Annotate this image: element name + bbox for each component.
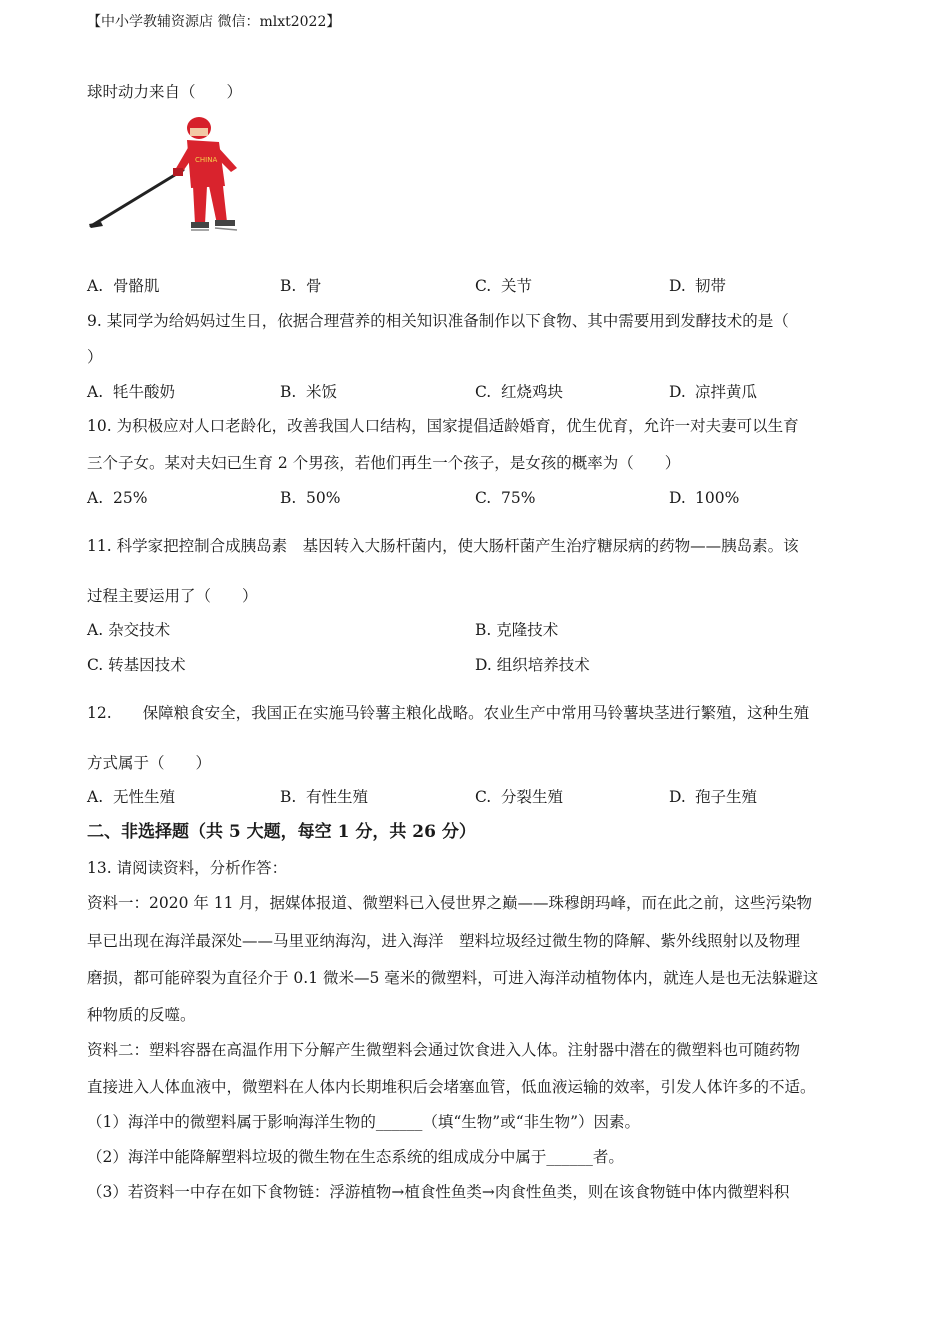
q11-stem-line1: 11. 科学家把控制合成胰岛素 基因转入大肠杆菌内，使大肠杆菌产生治疗糖尿病的药物——胰岛素。该 — [87, 537, 799, 555]
q10-option-a[interactable]: A. 25% — [87, 489, 148, 507]
q9-option-c[interactable]: C. 红烧鸡块 — [475, 383, 564, 401]
q13-material1-line4: 种物质的反噬。 — [87, 1006, 196, 1024]
q11-stem-line2: 过程主要运用了（ ） — [87, 587, 258, 605]
q12-stem-line1: 12. 保障粮食安全，我国正在实施马铃薯主粮化战略。农业生产中常用马铃薯块茎进行繁殖，这种生殖 — [87, 704, 810, 722]
q9-option-d[interactable]: D. 凉拌黄瓜 — [669, 383, 758, 401]
q11-option-d[interactable]: D. 组织培养技术 — [475, 656, 590, 674]
q9-option-a[interactable]: A. 牦牛酸奶 — [87, 383, 176, 401]
q11-option-a[interactable]: A. 杂交技术 — [87, 621, 171, 639]
q8-option-c[interactable]: C. 关节 — [475, 277, 533, 295]
hockey-player-illustration — [87, 112, 257, 240]
q10-stem-line1: 10. 为积极应对人口老龄化，改善我国人口结构，国家提倡适龄婚育，优生优育，允许一对夫妻可以生育 — [87, 417, 799, 435]
q13-intro: 13. 请阅读资料，分析作答： — [87, 859, 288, 877]
q8-stem-tail: 球时动力来自（ ） — [87, 83, 243, 101]
q13-subquestion-2: （2）海洋中能降解塑料垃圾的微生物在生态系统的组成成分中属于______者。 — [87, 1148, 624, 1166]
page-header: 【中小学教辅资源店 微信：mlxt2022】 — [87, 14, 341, 30]
svg-text:CHINA: CHINA — [195, 156, 218, 164]
q10-stem-line2: 三个子女。某对夫妇已生育 2 个男孩，若他们再生一个孩子，是女孩的概率为（ ） — [87, 454, 681, 472]
q11-option-b[interactable]: B. 克隆技术 — [475, 621, 559, 639]
q9-option-b[interactable]: B. 米饭 — [280, 383, 338, 401]
q12-option-c[interactable]: C. 分裂生殖 — [475, 788, 564, 806]
q13-subquestion-1: （1）海洋中的微塑料属于影响海洋生物的______（填“生物”或“非生物”）因素。 — [87, 1113, 641, 1131]
q12-option-a[interactable]: A. 无性生殖 — [87, 788, 176, 806]
section-heading: 二、非选择题（共 5 大题，每空 1 分，共 26 分） — [87, 822, 476, 842]
q13-material1-line1: 资料一：2020 年 11 月，据媒体报道、微塑料已入侵世界之巅——珠穆朗玛峰，而在此之前，这些污染物 — [87, 894, 812, 912]
q12-stem-line2: 方式属于（ ） — [87, 754, 212, 772]
q13-material1-line2: 早已出现在海洋最深处——马里亚纳海沟，进入海洋 塑料垃圾经过微生物的降解、紫外线照射以及物理 — [87, 932, 801, 950]
q9-stem-line2: ） — [87, 348, 103, 366]
q11-option-c[interactable]: C. 转基因技术 — [87, 656, 186, 674]
q10-option-d[interactable]: D. 100% — [669, 489, 740, 507]
q8-option-d[interactable]: D. 韧带 — [669, 277, 727, 295]
q13-material2-line1: 资料二：塑料容器在高温作用下分解产生微塑料会通过饮食进入人体。注射器中潜在的微塑料也可随药物 — [87, 1041, 801, 1059]
q13-material2-line2: 直接进入人体血液中，微塑料在人体内长期堆积后会堵塞血管，低血液运输的效率，引发人体许多的不适。 — [87, 1078, 816, 1096]
q12-option-b[interactable]: B. 有性生殖 — [280, 788, 369, 806]
q10-option-c[interactable]: C. 75% — [475, 489, 536, 507]
q12-option-d[interactable]: D. 孢子生殖 — [669, 788, 758, 806]
q13-subquestion-3: （3）若资料一中存在如下食物链：浮游植物→植食性鱼类→肉食性鱼类，则在该食物链中体内微塑料积 — [87, 1183, 790, 1201]
q8-option-b[interactable]: B. 骨 — [280, 277, 322, 295]
q9-stem-line1: 9. 某同学为给妈妈过生日，依据合理营养的相关知识准备制作以下食物、其中需要用到发酵技术的是（ — [87, 312, 789, 330]
q8-option-a[interactable]: A. 骨骼肌 — [87, 277, 160, 295]
q13-material1-line3: 磨损，都可能碎裂为直径介于 0.1 微米—5 毫米的微塑料，可进入海洋动植物体内，就连人是也无法躲避这 — [87, 969, 819, 987]
q10-option-b[interactable]: B. 50% — [280, 489, 341, 507]
